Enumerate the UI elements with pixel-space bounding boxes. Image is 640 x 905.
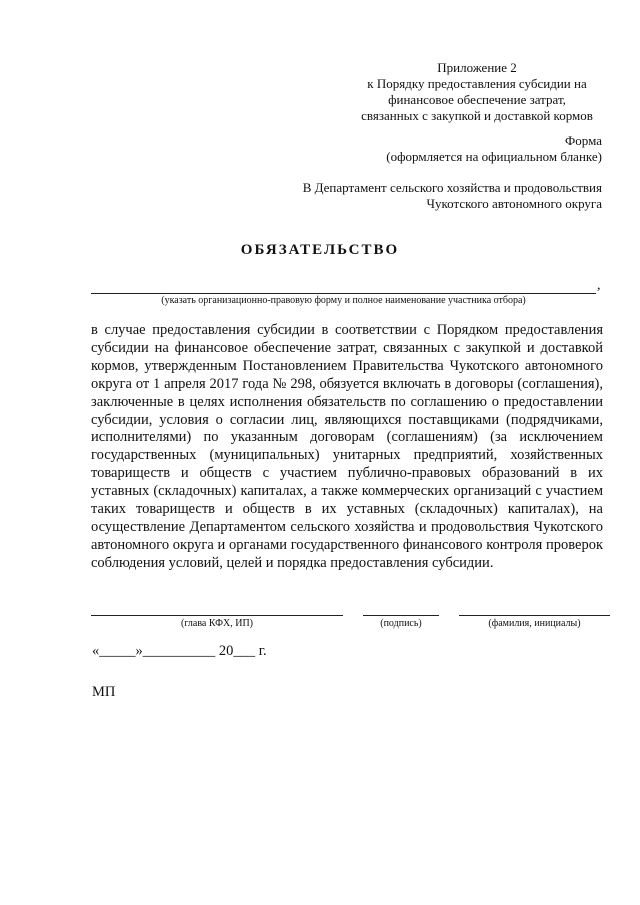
appendix-header (352, 60, 602, 124)
obligation-text (91, 322, 603, 573)
appendix-line-2: к Порядку предоставления субсидии на (367, 76, 587, 91)
form-note-label: Форма (565, 133, 602, 148)
signature-line (363, 615, 439, 616)
participant-name-line (91, 279, 596, 294)
name-label: (фамилия, инициалы) (488, 618, 581, 629)
head-label: (глава КФХ, ИП) (180, 618, 253, 629)
stamp-place-label: МП (92, 684, 116, 700)
document-title: ОБЯЗАТЕЛЬСТВО (240, 242, 400, 258)
form-note (386, 133, 602, 165)
participant-comma: , (597, 278, 601, 293)
appendix-line-1: Приложение 2 (437, 60, 517, 75)
name-signature-line (459, 615, 610, 616)
addressee-block (303, 180, 602, 212)
head-signature-line (91, 615, 343, 616)
addressee-line-1: В Департамент сельского хозяйства и продовольствия (302, 180, 602, 195)
signature-label: (подпись) (380, 618, 422, 629)
obligation-paragraph: в случае предоставления субсидии в соответствии с Порядком предоставления субсидии на финансовое обеспечение затрат, связанных с закупкой и доставкой кормов, утвержденным Постановлением Правительства Чукотского автономного округа от 1 апреля 2017 года № 298, обязуется включать в договоры (соглашения), заключенные в целях исполнения обязательств по соглашению о предоставлении субсидии, условия о согласии лиц, являющихся поставщиками (подрядчиками, исполнителями) по указанным договорам (соглашениям) (за исключением государственных (муниципальных) унитарных предприятий, хозяйственных товариществ и обществ с участием публично-правовых образований в их уставных (складочных) капиталах, а также коммерческих организаций с участием таких товариществ и обществ в их уставных (складочных) капиталах), на осуществление Департаментом сельского хозяйства и продовольствия Чукотского автономного округа и органами государственного финансового контроля проверок соблюдения условий, целей и порядка предоставления субсидии. (91, 322, 603, 571)
date-line: «_____»__________ 20___ г. (92, 643, 267, 659)
form-note-hint: (оформляется на официальном бланке) (386, 149, 602, 164)
appendix-line-4: связанных с закупкой и доставкой кормов (361, 108, 593, 123)
appendix-line-3: финансовое обеспечение затрат, (388, 92, 566, 107)
participant-hint: (указать организационно-правовую форму и полное наименование участника отбора) (161, 295, 526, 306)
addressee-line-2: Чукотского автономного округа (426, 196, 602, 211)
